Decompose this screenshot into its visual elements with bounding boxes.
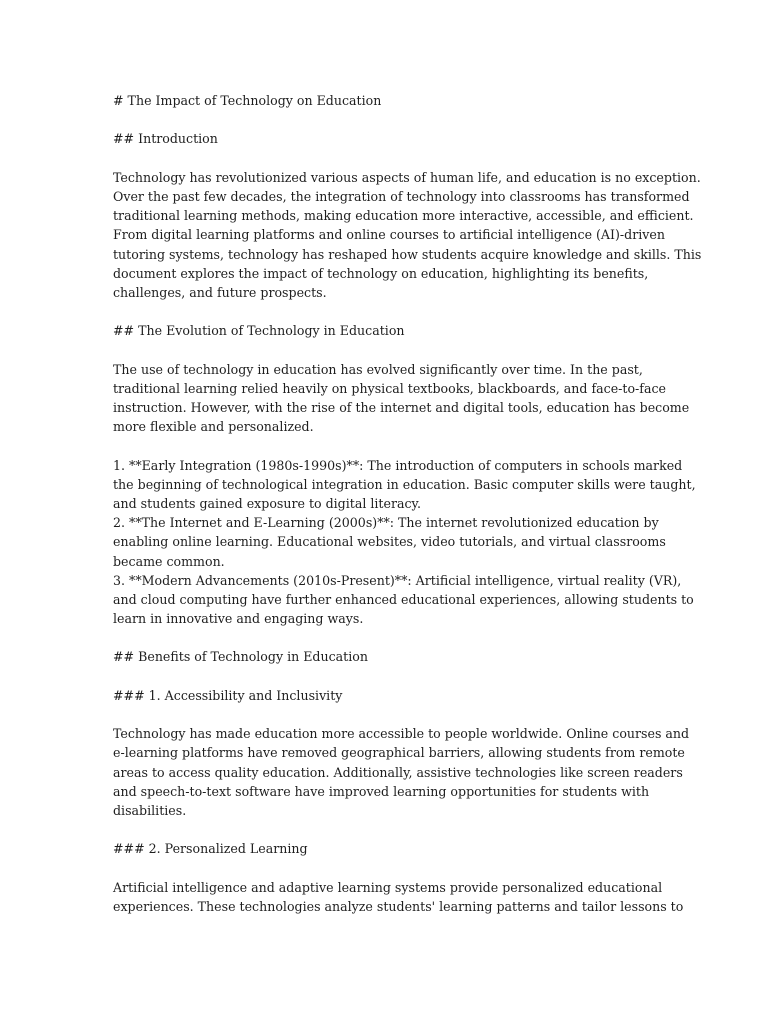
personalized-paragraph [113, 878, 684, 916]
list-item-line: 1. **Early Integration (1980s-1990s)**: The introduction of computers in schools marked [113, 457, 683, 473]
paragraph-line: e-learning platforms have removed geographical barriers, allowing students from remote [113, 745, 685, 761]
list-item-line: and students gained exposure to digital literacy. [113, 495, 421, 511]
paragraph-line: document explores the impact of technology on education, highlighting its benefits, [113, 265, 649, 281]
paragraph-line: Technology has revolutionized various aspects of human life, and education is no exception. [113, 169, 701, 185]
evolution-paragraph [113, 360, 690, 437]
personalized-heading: ### 2. Personalized Learning [113, 841, 308, 857]
list-item-line: and cloud computing have further enhanced educational experiences, allowing students to [113, 591, 694, 607]
paragraph-line: and speech-to-text software have improved learning opportunities for students with [113, 783, 650, 799]
evolution-list [113, 456, 696, 629]
evolution-heading: ## The Evolution of Technology in Education [113, 323, 405, 339]
list-item-line: 2. **The Internet and E-Learning (2000s)**: The internet revolutionized education by [113, 515, 659, 531]
intro-paragraph [113, 168, 702, 302]
intro-heading: ## Introduction [113, 131, 218, 147]
paragraph-line: tutoring systems, technology has reshaped how students acquire knowledge and skills. This [113, 246, 702, 262]
paragraph-line: Technology has made education more accessible to people worldwide. Online courses and [113, 726, 690, 742]
paragraph-line: Artificial intelligence and adaptive learning systems provide personalized educational [113, 879, 663, 895]
paragraph-line: traditional learning relied heavily on physical textbooks, blackboards, and face-to-face [113, 380, 666, 396]
accessibility-paragraph [113, 724, 690, 820]
document-title: # The Impact of Technology on Education [113, 93, 382, 108]
paragraph-line: areas to access quality education. Additionally, assistive technologies like screen readers [113, 764, 683, 780]
document-page [113, 91, 702, 916]
accessibility-heading: ### 1. Accessibility and Inclusivity [113, 687, 343, 703]
paragraph-line: The use of technology in education has evolved significantly over time. In the past, [113, 361, 643, 377]
paragraph-line: challenges, and future prospects. [113, 284, 327, 300]
list-item-line: 3. **Modern Advancements (2010s-Present)**: Artificial intelligence, virtual reality (VR), [113, 572, 682, 588]
list-item-line: learn in innovative and engaging ways. [113, 611, 364, 627]
paragraph-line: From digital learning platforms and online courses to artificial intelligence (AI)-driven [113, 227, 665, 243]
paragraph-line: Over the past few decades, the integration of technology into classrooms has transformed [113, 188, 690, 204]
paragraph-line: more flexible and personalized. [113, 419, 314, 435]
paragraph-line: traditional learning methods, making education more interactive, accessible, and efficient. [113, 208, 694, 224]
paragraph-line: instruction. However, with the rise of the internet and digital tools, education has become [113, 400, 690, 415]
list-item-line: enabling online learning. Educational websites, video tutorials, and virtual classrooms [113, 534, 666, 550]
list-item-line: became common. [113, 553, 225, 569]
paragraph-line: experiences. These technologies analyze students' learning patterns and tailor lessons to [113, 898, 684, 914]
paragraph-line: disabilities. [113, 802, 187, 818]
list-item-line: the beginning of technological integration in education. Basic computer skills were taught, [113, 476, 696, 492]
benefits-heading: ## Benefits of Technology in Education [113, 649, 368, 665]
